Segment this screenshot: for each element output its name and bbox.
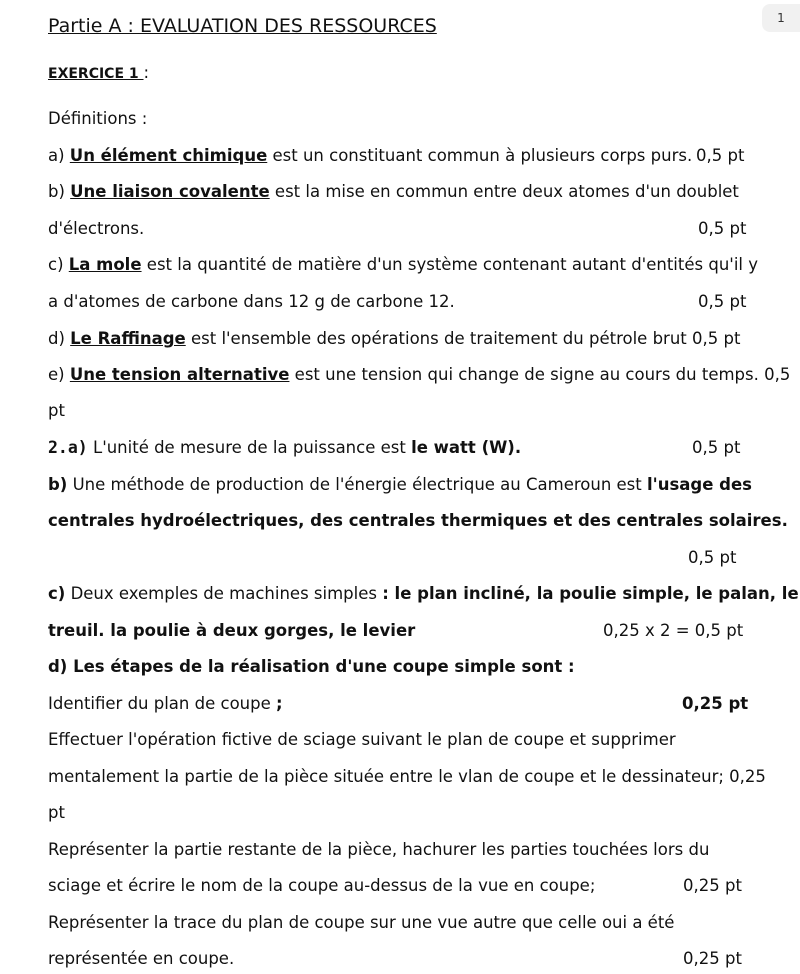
definition-c-continued: a d'atomes de carbone dans 12 g de carbone 12. bbox=[48, 292, 455, 311]
definition-b-points: 0,5 pt bbox=[698, 219, 747, 238]
question-2c-points: 0,25 x 2 = 0,5 pt bbox=[603, 621, 744, 640]
definition-d bbox=[48, 328, 740, 350]
question-2a-points: 0,5 pt bbox=[692, 438, 741, 457]
definition-d-prefix: d) bbox=[48, 329, 71, 348]
definition-e-continued: pt bbox=[48, 401, 65, 420]
definition-a-prefix: a) bbox=[48, 146, 70, 165]
definition-e-prefix: e) bbox=[48, 365, 70, 384]
definition-b-continued: d'électrons. bbox=[48, 219, 145, 238]
definition-b bbox=[48, 181, 739, 203]
exercise-heading: EXERCICE 1 bbox=[48, 66, 144, 82]
exercise-heading-line bbox=[48, 62, 149, 85]
step-2-line3: pt bbox=[48, 803, 65, 822]
question-2d-heading: d) Les étapes de la réalisation d'une coupe simple sont : bbox=[48, 657, 575, 676]
question-2b bbox=[48, 474, 752, 496]
definition-c-term: La mole bbox=[68, 255, 142, 274]
question-2a-text: L'unité de mesure de la puissance est bbox=[87, 438, 412, 457]
step-4-line2: représentée en coupe. bbox=[48, 949, 235, 968]
definition-e bbox=[48, 364, 790, 386]
question-2c-answer-line1: : le plan incliné, la poulie simple, le palan, le bbox=[382, 584, 799, 603]
question-2b-answer-line1: l'usage des bbox=[647, 475, 752, 494]
step-3-line1: Représenter la partie restante de la pièce, hachurer les parties touchées lors du bbox=[48, 840, 710, 859]
question-2b-points: 0,5 pt bbox=[688, 548, 737, 567]
step-1-semicolon: ; bbox=[276, 694, 283, 713]
step-4-line1: Représenter la trace du plan de coupe sur une vue autre que celle oui a été bbox=[48, 913, 675, 932]
definition-a-text: est un constituant commun à plusieurs corps purs. bbox=[267, 146, 693, 165]
step-1 bbox=[48, 693, 283, 715]
question-2a bbox=[48, 437, 521, 459]
question-2c bbox=[48, 583, 799, 605]
question-2b-label: b) bbox=[48, 475, 68, 494]
definition-c-text: est la quantité de matière d'un système contenant autant d'entités qu'il y bbox=[141, 255, 758, 274]
question-2b-text: Une méthode de production de l'énergie électrique au Cameroun est bbox=[67, 475, 647, 494]
step-2-line2: mentalement la partie de la pièce située entre le vlan de coupe et le dessinateur; 0,25 bbox=[48, 767, 766, 786]
definition-d-text: est l'ensemble des opérations de traitement du pétrole brut 0,5 pt bbox=[185, 329, 741, 348]
definition-a-points: 0,5 pt bbox=[696, 146, 745, 165]
definition-e-term: Une tension alternative bbox=[69, 365, 290, 384]
question-2a-label: 2.a) bbox=[48, 438, 88, 457]
definition-c bbox=[48, 254, 758, 276]
question-2c-answer-line2: treuil. la poulie à deux gorges, le levier bbox=[48, 621, 416, 640]
step-4-points: 0,25 pt bbox=[683, 949, 742, 968]
definition-c-points: 0,5 pt bbox=[698, 292, 747, 311]
step-3-line2: sciage et écrire le nom de la coupe au-dessus de la vue en coupe; bbox=[48, 876, 596, 895]
definition-a bbox=[48, 145, 692, 167]
step-1-text: Identifier du plan de coupe bbox=[48, 694, 276, 713]
exercise-colon: : bbox=[143, 63, 150, 82]
page-title: Partie A : EVALUATION DES RESSOURCES bbox=[48, 15, 437, 37]
question-2c-text: Deux exemples de machines simples bbox=[65, 584, 383, 603]
step-1-points: 0,25 pt bbox=[682, 694, 749, 713]
page-number: 1 bbox=[762, 4, 800, 32]
definition-b-text: est la mise en commun entre deux atomes d'un doublet bbox=[269, 182, 739, 201]
definitions-label: Définitions : bbox=[48, 109, 148, 128]
definition-e-text: est une tension qui change de signe au cours du temps. 0,5 bbox=[289, 365, 791, 384]
definition-a-term: Un élément chimique bbox=[69, 146, 268, 165]
definition-c-prefix: c) bbox=[48, 255, 69, 274]
step-2-line1: Effectuer l'opération fictive de sciage suivant le plan de coupe et supprimer bbox=[48, 730, 676, 749]
question-2a-answer: le watt (W). bbox=[411, 438, 522, 457]
step-3-points: 0,25 pt bbox=[683, 876, 742, 895]
definition-b-term: Une liaison covalente bbox=[70, 182, 270, 201]
definition-b-prefix: b) bbox=[48, 182, 71, 201]
question-2b-answer-line2: centrales hydroélectriques, des centrales thermiques et des centrales solaires. bbox=[48, 511, 788, 530]
question-2c-label: c) bbox=[48, 584, 66, 603]
definition-d-term: Le Raffinage bbox=[70, 329, 186, 348]
